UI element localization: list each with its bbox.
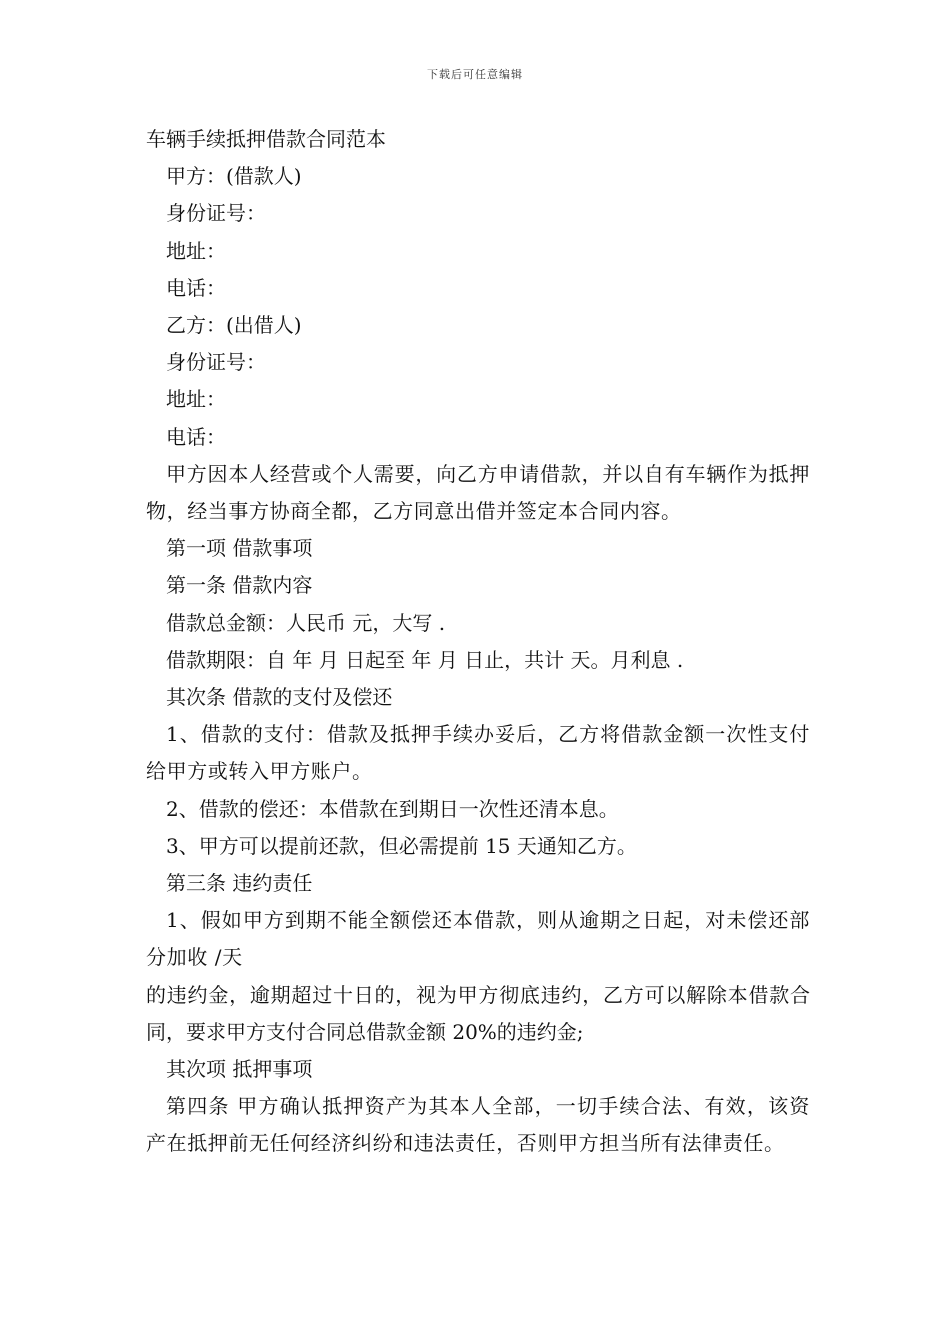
intro-paragraph: 甲方因本人经营或个人需要，向乙方申请借款，并以自有车辆作为抵押物，经当事方协商全都，乙方同意出借并签定本合同内容。 xyxy=(146,461,810,524)
party-a-id: 身份证号： xyxy=(166,201,266,226)
payment-clause-1: 1、借款的支付：借款及抵押手续办妥后，乙方将借款金额一次性支付给甲方或转入甲方账户。 xyxy=(146,722,810,784)
article-4-paragraph: 第四条 甲方确认抵押资产为其本人全部，一切手续合法、有效，该资产在抵押前无任何经济纠纷和违法责任，否则甲方担当所有法律责任。 xyxy=(146,1094,810,1156)
breach-clause-part-1: 1、假如甲方到期不能全额偿还本借款，则从逾期之日起，对未偿还部分加收 /天 xyxy=(146,908,810,970)
loan-amount-line: 借款总金额：人民币 元，大写 . xyxy=(166,610,446,635)
loan-term-line: 借款期限：自 年 月 日起至 年 月 日止，共计 天。月利息 . xyxy=(166,647,684,672)
party-a-address: 地址： xyxy=(166,238,226,263)
section-item-1: 第一项 借款事项 xyxy=(166,536,313,561)
payment-clause-3: 3、甲方可以提前还款，但必需提前 15 天通知乙方。 xyxy=(166,833,637,858)
party-b-address: 地址： xyxy=(166,387,226,412)
breach-clause-part-2: 的违约金，逾期超过十日的，视为甲方彻底违约，乙方可以解除本借款合同，要求甲方支付合同总借款金额 20%的违约金; xyxy=(146,982,810,1044)
section-item-2: 其次项 抵押事项 xyxy=(166,1057,313,1082)
party-b-id: 身份证号： xyxy=(166,350,266,375)
payment-clause-2: 2、借款的偿还：本借款在到期日一次性还清本息。 xyxy=(166,796,619,821)
article-1-heading: 第一条 借款内容 xyxy=(166,573,313,598)
article-3-heading: 第三条 违约责任 xyxy=(166,871,313,896)
party-b-phone: 电话： xyxy=(166,424,226,449)
document-body xyxy=(146,121,810,1163)
article-2-heading: 其次条 借款的支付及偿还 xyxy=(166,685,393,710)
party-b-label: 乙方：(出借人) xyxy=(166,313,302,338)
party-a-label: 甲方：(借款人) xyxy=(166,164,302,189)
party-a-phone: 电话： xyxy=(166,275,226,300)
page-header-note: 下载后可任意编辑 xyxy=(427,68,523,81)
document-title: 车辆手续抵押借款合同范本 xyxy=(146,127,386,151)
